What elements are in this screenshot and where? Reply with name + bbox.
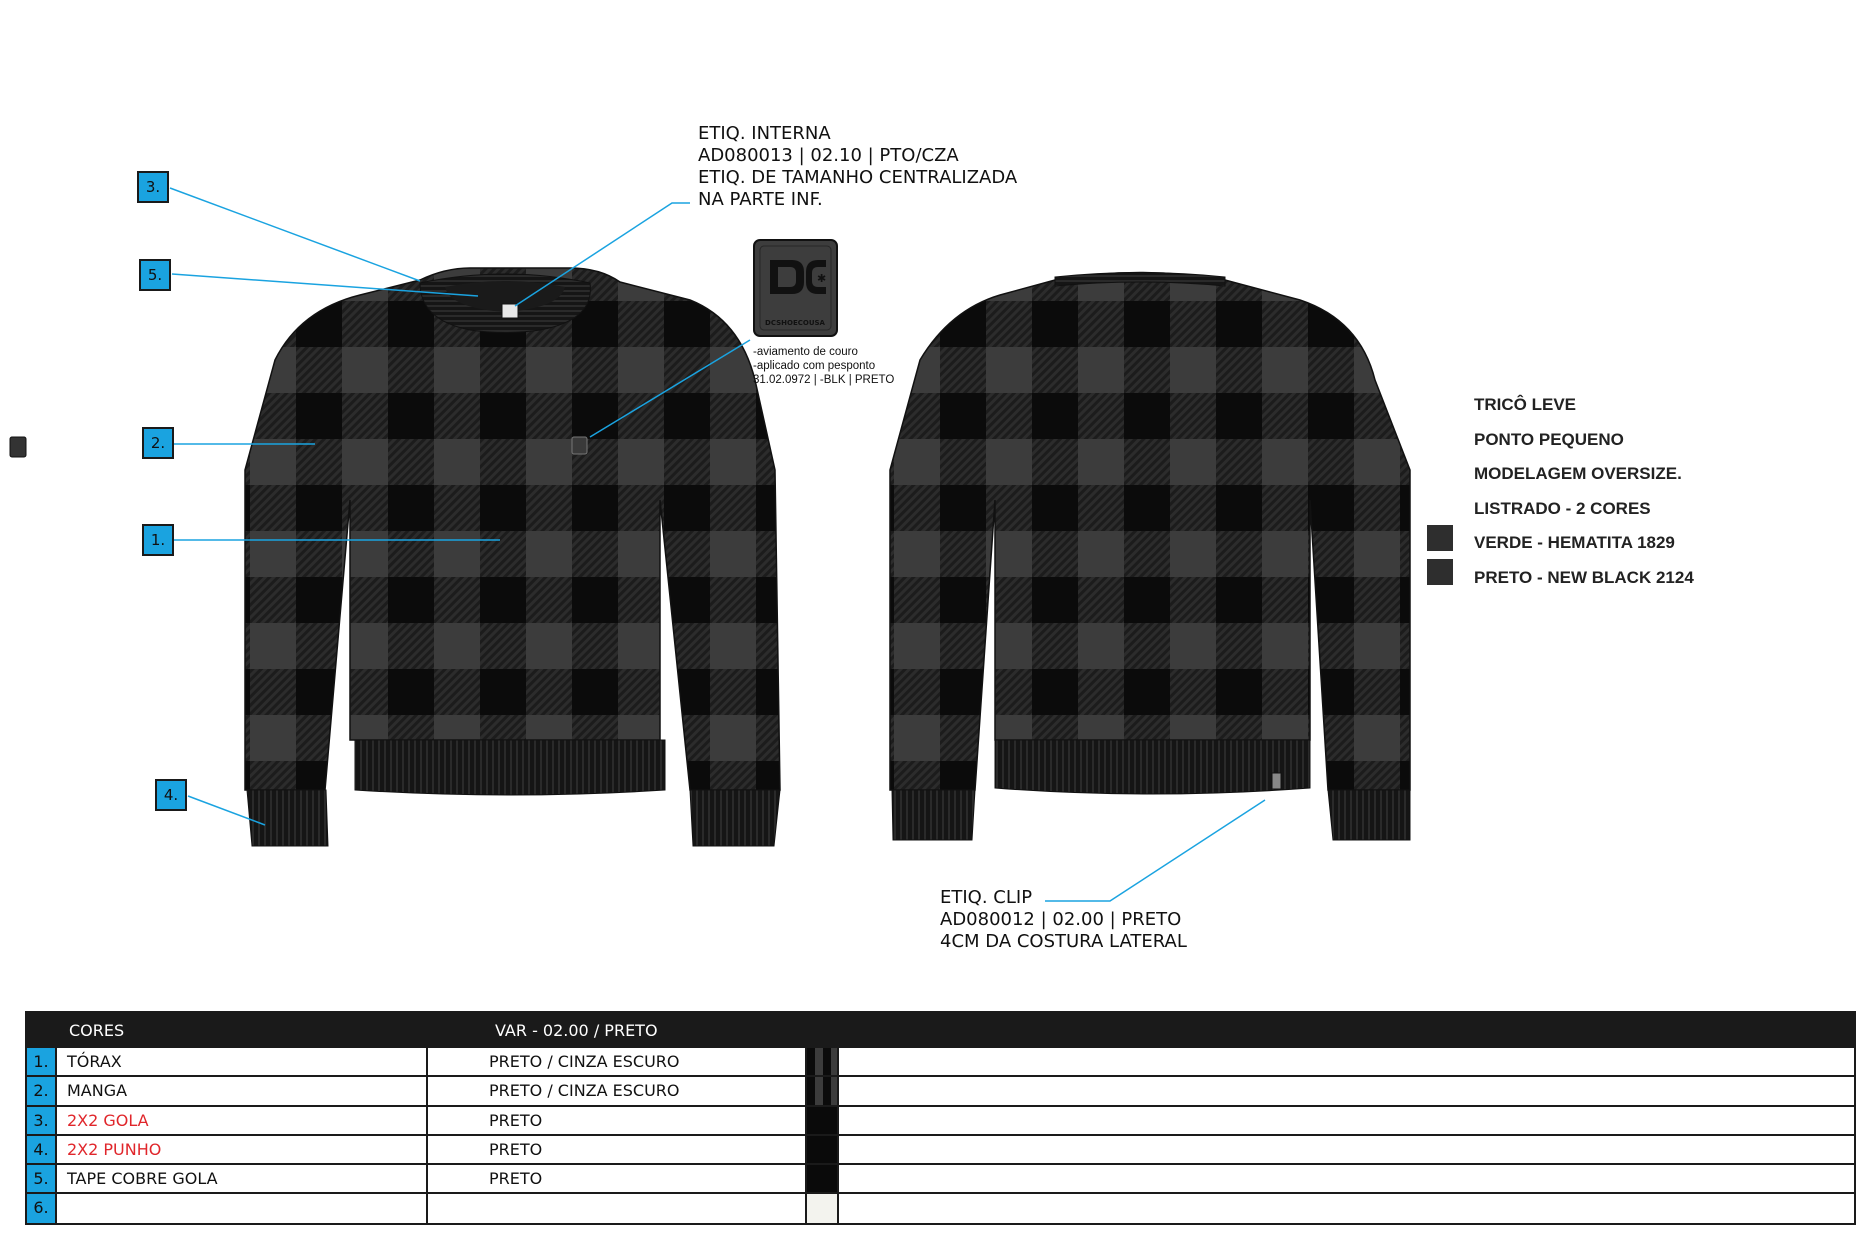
row-part: TAPE COBRE GOLA (67, 1169, 218, 1188)
svg-text:✱: ✱ (817, 272, 827, 285)
table-row (27, 1075, 1854, 1105)
patch-text: DCSHOECOUSA (765, 319, 825, 327)
row-swatch (807, 1136, 837, 1163)
table-row (27, 1105, 1854, 1134)
leather-patch-image (754, 240, 837, 336)
inner-label-note: ETIQ. INTERNA AD080013 | 02.10 | PTO/CZA ETIQ. DE TAMANHO CENTRALIZADA NA PARTE INF. (698, 123, 1018, 210)
spec-line: LISTRADO - 2 CORES (1474, 498, 1651, 518)
callout-1: 1. (142, 524, 174, 556)
row-swatch (807, 1194, 837, 1223)
callout-3: 3. (137, 171, 169, 203)
spec-color-line: PRETO - NEW BLACK 2124 (1474, 567, 1694, 587)
spec-line: TRICÔ LEVE (1474, 395, 1577, 415)
clip-label-note: ETIQ. CLIP AD080012 | 02.00 | PRETO 4CM DA COSTURA LATERAL (940, 887, 1187, 952)
specs-block (1474, 388, 1694, 595)
back-sweater (890, 273, 1410, 841)
table-row (27, 1046, 1854, 1075)
row-number: 4. (27, 1136, 57, 1163)
row-color: PRETO (489, 1111, 543, 1130)
row-swatch (807, 1077, 837, 1105)
row-color: PRETO (489, 1140, 543, 1159)
table-row (27, 1163, 1854, 1192)
table-header (27, 1013, 1854, 1046)
row-number: 2. (27, 1077, 57, 1105)
row-color: PRETO / CINZA ESCURO (489, 1052, 680, 1071)
row-part: MANGA (67, 1081, 128, 1100)
row-swatch (807, 1048, 837, 1075)
row-part: 2X2 PUNHO (67, 1140, 162, 1159)
header-variant: VAR - 02.00 / PRETO (495, 1021, 658, 1040)
row-part: TÓRAX (67, 1052, 122, 1071)
table-row (27, 1192, 1854, 1223)
row-number: 3. (27, 1107, 57, 1134)
row-color: PRETO / CINZA ESCURO (489, 1081, 680, 1100)
color-swatch-verde (1427, 525, 1453, 551)
callout-2: 2. (142, 427, 174, 459)
header-cores: CORES (69, 1021, 125, 1040)
row-number: 1. (27, 1048, 57, 1075)
row-number: 5. (27, 1165, 57, 1192)
spec-line: MODELAGEM OVERSIZE. (1474, 464, 1682, 484)
row-number: 6. (27, 1194, 57, 1223)
row-part: 2X2 GOLA (67, 1111, 149, 1130)
callout-4: 4. (155, 779, 187, 811)
callout-5: 5. (139, 259, 171, 291)
leather-patch-note: -aviamento de couro -aplicado com pesponto 31.02.0972 | -BLK | PRETO (753, 346, 895, 386)
tiny-patch-icon (10, 437, 26, 457)
spec-color-line: VERDE - HEMATITA 1829 (1474, 533, 1675, 553)
row-color: PRETO (489, 1169, 543, 1188)
table-row (27, 1134, 1854, 1163)
color-swatch-preto (1427, 559, 1453, 585)
front-sweater (245, 268, 780, 846)
color-table (25, 1011, 1856, 1225)
row-swatch (807, 1165, 837, 1192)
row-swatch (807, 1107, 837, 1134)
spec-line: PONTO PEQUENO (1474, 429, 1624, 449)
